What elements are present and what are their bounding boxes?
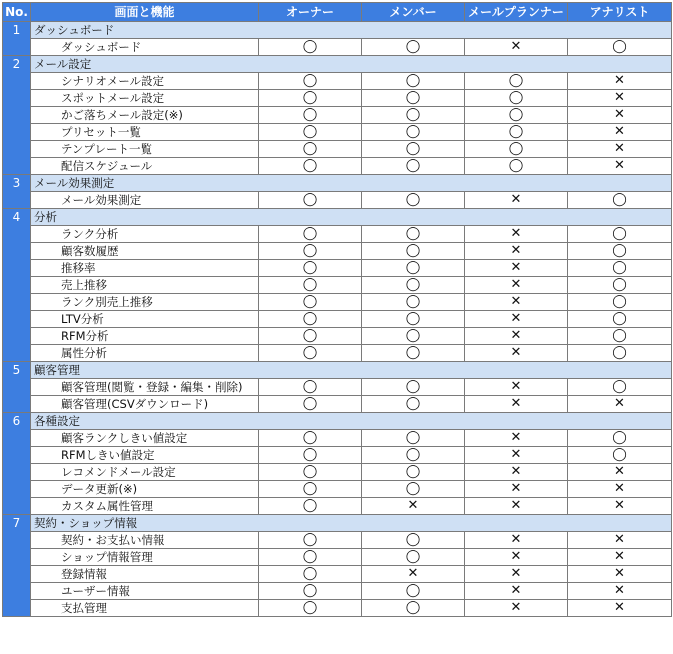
permission-member-allowed-icon: ◯ — [362, 464, 465, 481]
permission-analyst-allowed-icon: ◯ — [568, 243, 672, 260]
feature-name: 登録情報 — [31, 566, 259, 583]
permission-mail-planner-denied-icon: ✕ — [465, 447, 568, 464]
feature-name: かご落ちメール設定(※) — [31, 107, 259, 124]
permission-owner-allowed-icon: ◯ — [259, 328, 362, 345]
permission-analyst-allowed-icon: ◯ — [568, 294, 672, 311]
feature-row — [3, 447, 672, 464]
section-title: メール効果測定 — [31, 175, 672, 192]
permission-mail-planner-allowed-icon: ◯ — [465, 158, 568, 175]
permission-analyst-allowed-icon: ◯ — [568, 379, 672, 396]
feature-name: RFM分析 — [31, 328, 259, 345]
feature-name: ユーザー情報 — [31, 583, 259, 600]
permission-analyst-denied-icon: ✕ — [568, 124, 672, 141]
permission-mail-planner-denied-icon: ✕ — [465, 226, 568, 243]
permission-member-allowed-icon: ◯ — [362, 277, 465, 294]
permission-analyst-denied-icon: ✕ — [568, 583, 672, 600]
permission-member-allowed-icon: ◯ — [362, 90, 465, 107]
permission-member-allowed-icon: ◯ — [362, 583, 465, 600]
permission-owner-allowed-icon: ◯ — [259, 447, 362, 464]
permission-owner-allowed-icon: ◯ — [259, 600, 362, 617]
permission-analyst-allowed-icon: ◯ — [568, 311, 672, 328]
permission-mail-planner-allowed-icon: ◯ — [465, 141, 568, 158]
permission-analyst-allowed-icon: ◯ — [568, 345, 672, 362]
permission-member-allowed-icon: ◯ — [362, 447, 465, 464]
permission-owner-allowed-icon: ◯ — [259, 260, 362, 277]
permission-mail-planner-denied-icon: ✕ — [465, 583, 568, 600]
permission-member-allowed-icon: ◯ — [362, 243, 465, 260]
permission-mail-planner-denied-icon: ✕ — [465, 430, 568, 447]
section-row — [3, 362, 672, 379]
header-screen-function: 画面と機能 — [31, 3, 259, 22]
feature-name: 顧客ランクしきい値設定 — [31, 430, 259, 447]
section-row — [3, 175, 672, 192]
permission-member-denied-icon: ✕ — [362, 498, 465, 515]
section-title: メール設定 — [31, 56, 672, 73]
permission-owner-allowed-icon: ◯ — [259, 464, 362, 481]
feature-name: ランク別売上推移 — [31, 294, 259, 311]
permission-mail-planner-denied-icon: ✕ — [465, 328, 568, 345]
section-number: 7 — [3, 515, 31, 617]
permission-analyst-allowed-icon: ◯ — [568, 192, 672, 209]
permission-mail-planner-allowed-icon: ◯ — [465, 73, 568, 90]
permission-analyst-denied-icon: ✕ — [568, 498, 672, 515]
section-row — [3, 515, 672, 532]
feature-name: 顧客管理(閲覧・登録・編集・削除) — [31, 379, 259, 396]
permission-analyst-allowed-icon: ◯ — [568, 39, 672, 56]
permission-mail-planner-allowed-icon: ◯ — [465, 124, 568, 141]
feature-row — [3, 243, 672, 260]
feature-name: テンプレート一覧 — [31, 141, 259, 158]
permission-analyst-denied-icon: ✕ — [568, 107, 672, 124]
feature-name: 顧客数履歴 — [31, 243, 259, 260]
feature-row — [3, 73, 672, 90]
permission-member-allowed-icon: ◯ — [362, 192, 465, 209]
feature-row — [3, 260, 672, 277]
permission-member-denied-icon: ✕ — [362, 566, 465, 583]
permission-member-allowed-icon: ◯ — [362, 549, 465, 566]
feature-row — [3, 583, 672, 600]
permission-member-allowed-icon: ◯ — [362, 141, 465, 158]
section-row — [3, 56, 672, 73]
feature-row — [3, 277, 672, 294]
section-number: 2 — [3, 56, 31, 175]
permissions-table — [2, 2, 672, 617]
permission-mail-planner-denied-icon: ✕ — [465, 498, 568, 515]
header-role-member: メンバー — [362, 3, 465, 22]
permission-mail-planner-denied-icon: ✕ — [465, 481, 568, 498]
section-number: 5 — [3, 362, 31, 413]
permission-analyst-denied-icon: ✕ — [568, 158, 672, 175]
header-role-owner: オーナー — [259, 3, 362, 22]
feature-row — [3, 141, 672, 158]
permission-owner-allowed-icon: ◯ — [259, 90, 362, 107]
header-role-analyst: アナリスト — [568, 3, 672, 22]
permission-mail-planner-denied-icon: ✕ — [465, 600, 568, 617]
feature-row — [3, 532, 672, 549]
feature-row — [3, 566, 672, 583]
permission-owner-allowed-icon: ◯ — [259, 158, 362, 175]
permission-owner-allowed-icon: ◯ — [259, 430, 362, 447]
permission-owner-allowed-icon: ◯ — [259, 277, 362, 294]
permission-member-allowed-icon: ◯ — [362, 158, 465, 175]
feature-name: ダッシュボード — [31, 39, 259, 56]
feature-row — [3, 345, 672, 362]
permission-analyst-denied-icon: ✕ — [568, 549, 672, 566]
feature-name: シナリオメール設定 — [31, 73, 259, 90]
permission-owner-allowed-icon: ◯ — [259, 566, 362, 583]
permission-analyst-denied-icon: ✕ — [568, 141, 672, 158]
feature-name: 顧客管理(CSVダウンロード) — [31, 396, 259, 413]
permission-member-allowed-icon: ◯ — [362, 260, 465, 277]
permission-owner-allowed-icon: ◯ — [259, 294, 362, 311]
feature-row — [3, 328, 672, 345]
permission-analyst-denied-icon: ✕ — [568, 566, 672, 583]
permission-owner-allowed-icon: ◯ — [259, 481, 362, 498]
feature-row — [3, 90, 672, 107]
table-body — [3, 22, 672, 617]
permission-mail-planner-denied-icon: ✕ — [465, 311, 568, 328]
section-title: 顧客管理 — [31, 362, 672, 379]
permission-owner-allowed-icon: ◯ — [259, 124, 362, 141]
permission-mail-planner-denied-icon: ✕ — [465, 345, 568, 362]
section-row — [3, 209, 672, 226]
feature-row — [3, 294, 672, 311]
feature-row — [3, 481, 672, 498]
permission-owner-allowed-icon: ◯ — [259, 379, 362, 396]
feature-row — [3, 600, 672, 617]
permission-analyst-allowed-icon: ◯ — [568, 447, 672, 464]
permission-owner-allowed-icon: ◯ — [259, 192, 362, 209]
section-number: 1 — [3, 22, 31, 56]
section-title: 分析 — [31, 209, 672, 226]
permission-owner-allowed-icon: ◯ — [259, 549, 362, 566]
feature-row — [3, 158, 672, 175]
feature-name: ランク分析 — [31, 226, 259, 243]
feature-name: レコメンドメール設定 — [31, 464, 259, 481]
permission-analyst-denied-icon: ✕ — [568, 73, 672, 90]
permission-mail-planner-denied-icon: ✕ — [465, 294, 568, 311]
permission-mail-planner-denied-icon: ✕ — [465, 39, 568, 56]
permission-owner-allowed-icon: ◯ — [259, 243, 362, 260]
feature-name: 配信スケジュール — [31, 158, 259, 175]
permission-analyst-allowed-icon: ◯ — [568, 328, 672, 345]
feature-row — [3, 498, 672, 515]
permission-analyst-denied-icon: ✕ — [568, 600, 672, 617]
permission-analyst-denied-icon: ✕ — [568, 90, 672, 107]
permission-analyst-denied-icon: ✕ — [568, 396, 672, 413]
section-number: 6 — [3, 413, 31, 515]
permission-member-allowed-icon: ◯ — [362, 124, 465, 141]
permission-mail-planner-denied-icon: ✕ — [465, 379, 568, 396]
feature-row — [3, 107, 672, 124]
permission-owner-allowed-icon: ◯ — [259, 73, 362, 90]
feature-name: データ更新(※) — [31, 481, 259, 498]
permission-member-allowed-icon: ◯ — [362, 39, 465, 56]
permission-owner-allowed-icon: ◯ — [259, 396, 362, 413]
section-title: ダッシュボード — [31, 22, 672, 39]
permission-owner-allowed-icon: ◯ — [259, 226, 362, 243]
feature-row — [3, 39, 672, 56]
section-row — [3, 22, 672, 39]
permission-member-allowed-icon: ◯ — [362, 600, 465, 617]
permission-member-allowed-icon: ◯ — [362, 328, 465, 345]
feature-row — [3, 464, 672, 481]
feature-name: 属性分析 — [31, 345, 259, 362]
feature-name: 支払管理 — [31, 600, 259, 617]
permission-owner-allowed-icon: ◯ — [259, 107, 362, 124]
permission-mail-planner-denied-icon: ✕ — [465, 464, 568, 481]
permission-owner-allowed-icon: ◯ — [259, 498, 362, 515]
header-no: No. — [3, 3, 31, 22]
section-title: 各種設定 — [31, 413, 672, 430]
permission-mail-planner-denied-icon: ✕ — [465, 243, 568, 260]
feature-row — [3, 396, 672, 413]
section-row — [3, 413, 672, 430]
section-title: 契約・ショップ情報 — [31, 515, 672, 532]
permission-mail-planner-allowed-icon: ◯ — [465, 107, 568, 124]
permission-member-allowed-icon: ◯ — [362, 311, 465, 328]
permission-owner-allowed-icon: ◯ — [259, 532, 362, 549]
permission-owner-allowed-icon: ◯ — [259, 311, 362, 328]
feature-name: LTV分析 — [31, 311, 259, 328]
feature-name: スポットメール設定 — [31, 90, 259, 107]
permission-analyst-allowed-icon: ◯ — [568, 277, 672, 294]
feature-row — [3, 379, 672, 396]
feature-name: 売上推移 — [31, 277, 259, 294]
feature-name: プリセット一覧 — [31, 124, 259, 141]
permission-member-allowed-icon: ◯ — [362, 107, 465, 124]
permission-member-allowed-icon: ◯ — [362, 226, 465, 243]
feature-row — [3, 226, 672, 243]
permission-mail-planner-denied-icon: ✕ — [465, 260, 568, 277]
feature-name: RFMしきい値設定 — [31, 447, 259, 464]
feature-name: 推移率 — [31, 260, 259, 277]
feature-row — [3, 311, 672, 328]
permission-owner-allowed-icon: ◯ — [259, 583, 362, 600]
permission-analyst-allowed-icon: ◯ — [568, 260, 672, 277]
permission-analyst-denied-icon: ✕ — [568, 532, 672, 549]
permission-analyst-allowed-icon: ◯ — [568, 226, 672, 243]
permission-analyst-denied-icon: ✕ — [568, 464, 672, 481]
header-role-mail-planner: メールプランナー — [465, 3, 568, 22]
section-number: 4 — [3, 209, 31, 362]
permission-member-allowed-icon: ◯ — [362, 532, 465, 549]
permission-member-allowed-icon: ◯ — [362, 481, 465, 498]
permission-owner-allowed-icon: ◯ — [259, 141, 362, 158]
feature-name: 契約・お支払い情報 — [31, 532, 259, 549]
permission-mail-planner-denied-icon: ✕ — [465, 192, 568, 209]
permission-analyst-allowed-icon: ◯ — [568, 430, 672, 447]
feature-row — [3, 192, 672, 209]
permission-owner-allowed-icon: ◯ — [259, 345, 362, 362]
permission-member-allowed-icon: ◯ — [362, 379, 465, 396]
permission-mail-planner-denied-icon: ✕ — [465, 566, 568, 583]
permission-member-allowed-icon: ◯ — [362, 430, 465, 447]
permission-mail-planner-denied-icon: ✕ — [465, 396, 568, 413]
permission-owner-allowed-icon: ◯ — [259, 39, 362, 56]
feature-name: ショップ情報管理 — [31, 549, 259, 566]
permission-member-allowed-icon: ◯ — [362, 73, 465, 90]
permission-mail-planner-denied-icon: ✕ — [465, 549, 568, 566]
feature-name: カスタム属性管理 — [31, 498, 259, 515]
feature-row — [3, 549, 672, 566]
permission-mail-planner-denied-icon: ✕ — [465, 277, 568, 294]
feature-row — [3, 430, 672, 447]
feature-name: メール効果測定 — [31, 192, 259, 209]
permission-member-allowed-icon: ◯ — [362, 345, 465, 362]
permission-mail-planner-denied-icon: ✕ — [465, 532, 568, 549]
feature-row — [3, 124, 672, 141]
permission-member-allowed-icon: ◯ — [362, 396, 465, 413]
header-row — [3, 3, 672, 22]
permission-mail-planner-allowed-icon: ◯ — [465, 90, 568, 107]
permission-member-allowed-icon: ◯ — [362, 294, 465, 311]
permission-analyst-denied-icon: ✕ — [568, 481, 672, 498]
section-number: 3 — [3, 175, 31, 209]
